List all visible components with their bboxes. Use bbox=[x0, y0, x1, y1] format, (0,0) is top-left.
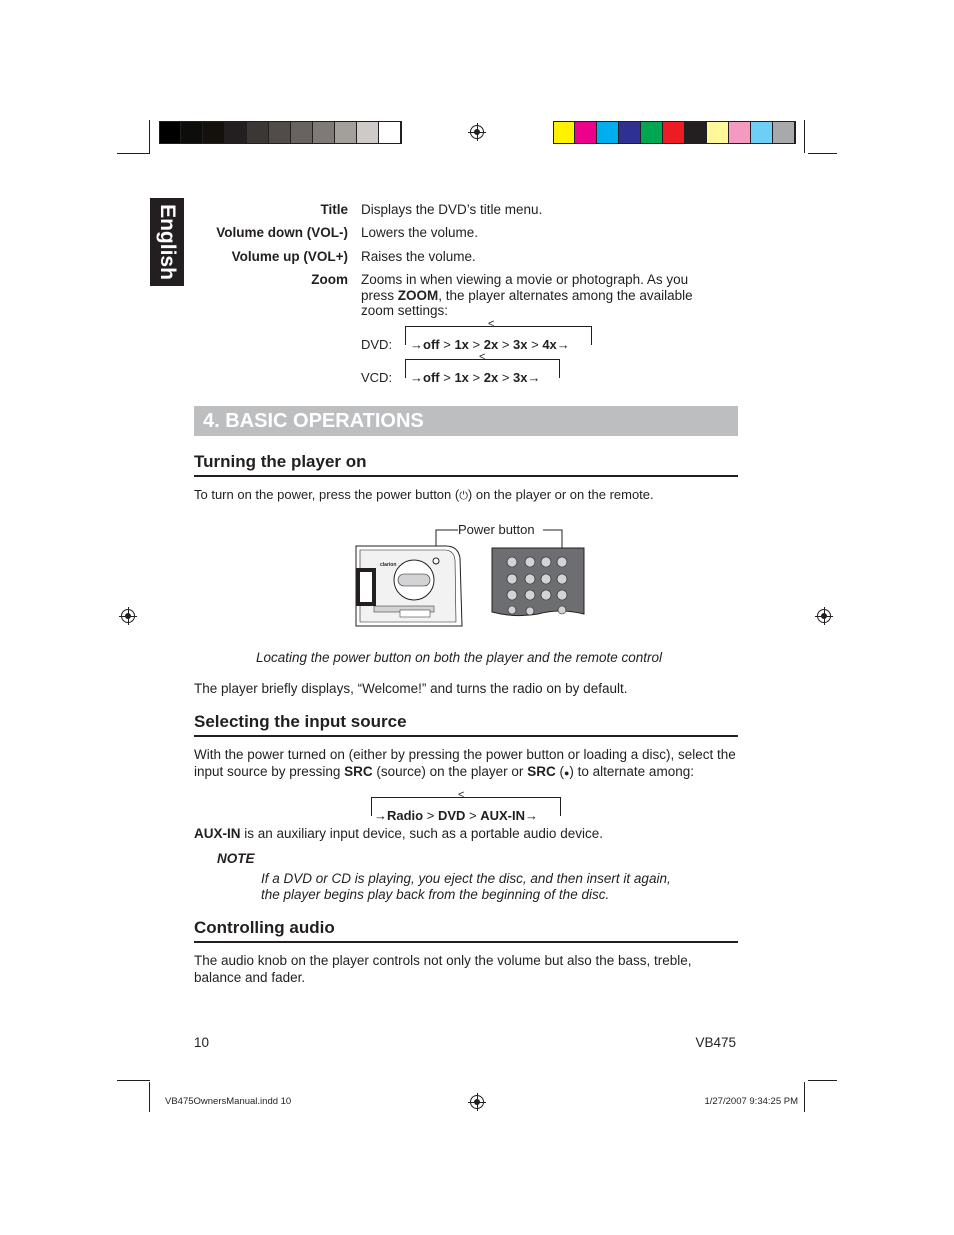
def-volume-down: Lowers the volume. bbox=[361, 225, 479, 240]
cycle-item: AUX-IN bbox=[480, 808, 526, 823]
section-header bbox=[194, 406, 738, 436]
welcome-text: The player briefly displays, “Welcome!” and turns the radio on by default. bbox=[194, 681, 628, 696]
cycle-item: 3x bbox=[513, 337, 528, 352]
registration-mark-icon bbox=[817, 609, 831, 623]
heading-audio: Controlling audio bbox=[194, 918, 335, 937]
auxin-bold: AUX-IN bbox=[194, 826, 241, 841]
term-volume-down: Volume down (VOL-) bbox=[216, 225, 348, 240]
cycle-arrow-icon: → bbox=[410, 337, 423, 352]
dvd-cycle-label: DVD: bbox=[361, 337, 393, 352]
vcd-cycle-sequence bbox=[410, 370, 541, 385]
section-title: 4. BASIC OPERATIONS bbox=[203, 410, 424, 432]
cycle-separator: > bbox=[439, 370, 455, 385]
crop-mark bbox=[149, 120, 150, 153]
source-cycle-sequence bbox=[374, 808, 538, 823]
page-number: 10 bbox=[194, 1035, 210, 1050]
slug-file: VB475OwnersManual.indd 10 bbox=[165, 1096, 292, 1107]
heading-input-source: Selecting the input source bbox=[194, 712, 407, 731]
registration-mark-icon bbox=[121, 609, 135, 623]
swatch-frame bbox=[553, 121, 796, 144]
turning-on-text-b: ) on the player or on the remote. bbox=[467, 487, 654, 502]
heading-rule bbox=[194, 475, 738, 477]
auxin-desc: is an auxiliary input device, such as a portable audio device. bbox=[240, 826, 603, 841]
def-zoom bbox=[361, 272, 721, 319]
language-tab bbox=[150, 198, 184, 286]
turning-on-text bbox=[194, 486, 742, 504]
cycle-arrow-icon: → bbox=[410, 370, 423, 385]
cycle-arrow-icon: → bbox=[556, 337, 570, 352]
input-source-text bbox=[194, 746, 742, 782]
model-name: VB475 bbox=[695, 1035, 736, 1050]
def-zoom-before: Zooms in when viewing a movie or photograph. As you press bbox=[361, 272, 689, 303]
cycle-item: 1x bbox=[454, 337, 469, 352]
cycle-item: Radio bbox=[387, 808, 424, 823]
def-zoom-after: , the player alternates among the available zoom settings: bbox=[361, 287, 693, 318]
term-title: Title bbox=[320, 202, 348, 217]
input-text-d: ) to alternate among: bbox=[569, 764, 694, 779]
cycle-item: 2x bbox=[483, 370, 499, 385]
note-label: NOTE bbox=[217, 851, 255, 866]
cycle-item: 2x bbox=[483, 337, 499, 352]
swatch-frame bbox=[159, 121, 402, 144]
registration-mark-icon bbox=[470, 125, 484, 139]
language-tab-label: English bbox=[156, 204, 179, 280]
vcd-cycle-items bbox=[423, 370, 528, 385]
power-button-callout: Power button bbox=[458, 522, 535, 537]
term-volume-up: Volume up (VOL+) bbox=[231, 249, 348, 264]
cycle-item: 3x bbox=[513, 370, 528, 385]
cycle-item: off bbox=[423, 337, 440, 352]
audio-text: The audio knob on the player controls not only the volume but also the bass, treble, balance and fader. bbox=[194, 953, 692, 985]
crop-mark bbox=[117, 1080, 150, 1081]
crop-mark bbox=[117, 153, 150, 154]
cycle-item: off bbox=[423, 370, 440, 385]
note-text: If a DVD or CD is playing, you eject the disc, and then insert it again, the player begins play back from the beginning of the disc. bbox=[261, 871, 671, 902]
crop-mark bbox=[804, 1082, 805, 1112]
turning-on-text-a: To turn on the power, press the power button ( bbox=[194, 487, 460, 502]
def-zoom-bold: ZOOM bbox=[397, 287, 439, 303]
cycle-separator: > bbox=[498, 370, 514, 385]
heading-turning-on: Turning the player on bbox=[194, 452, 367, 471]
cycle-separator: > bbox=[468, 337, 484, 352]
crop-mark bbox=[149, 1082, 150, 1112]
input-text-c: ( bbox=[555, 764, 564, 779]
cycle-separator: > bbox=[468, 370, 484, 385]
crop-mark bbox=[804, 120, 805, 153]
power-icon: ⏻ bbox=[459, 489, 468, 502]
dvd-cycle-items bbox=[423, 337, 557, 352]
src-button-icon: ● bbox=[563, 768, 570, 778]
cycle-separator: > bbox=[423, 808, 438, 823]
cycle-separator: > bbox=[498, 337, 514, 352]
slug-datetime: 1/27/2007 9:34:25 PM bbox=[704, 1096, 798, 1107]
def-volume-up: Raises the volume. bbox=[361, 249, 476, 264]
cycle-arrow-icon: → bbox=[525, 808, 539, 823]
def-title: Displays the DVD’s title menu. bbox=[361, 202, 543, 217]
cycle-item: 1x bbox=[454, 370, 469, 385]
heading-rule bbox=[194, 941, 738, 943]
dvd-cycle-sequence bbox=[410, 337, 570, 352]
return-arrow-icon: < bbox=[479, 351, 486, 363]
source-cycle-items bbox=[387, 808, 525, 823]
cycle-arrow-icon: → bbox=[374, 808, 387, 823]
cycle-separator: > bbox=[527, 337, 543, 352]
return-arrow-icon: < bbox=[458, 789, 465, 801]
cycle-item: DVD bbox=[437, 808, 466, 823]
auxin-text bbox=[194, 825, 742, 842]
vcd-cycle-label: VCD: bbox=[361, 370, 393, 385]
cycle-item: 4x bbox=[542, 337, 557, 352]
heading-rule bbox=[194, 735, 738, 737]
brand-label: clarion bbox=[380, 562, 397, 568]
src-bold: SRC bbox=[344, 764, 373, 779]
crop-mark bbox=[808, 1080, 837, 1081]
term-zoom: Zoom bbox=[311, 272, 348, 287]
input-text-a: With the power turned on (either by pressing the power button or loading a disc), select the input source by pressing bbox=[194, 747, 736, 779]
cycle-arrow-icon: → bbox=[527, 370, 541, 385]
src-bold-2: SRC bbox=[527, 764, 556, 779]
registration-mark-icon bbox=[470, 1095, 484, 1109]
return-arrow-icon: < bbox=[488, 318, 495, 330]
cycle-separator: > bbox=[465, 808, 481, 823]
crop-mark bbox=[808, 153, 837, 154]
input-text-b: (source) on the player or bbox=[372, 764, 528, 779]
cycle-separator: > bbox=[439, 337, 455, 352]
figure-caption: Locating the power button on both the player and the remote control bbox=[256, 650, 663, 665]
